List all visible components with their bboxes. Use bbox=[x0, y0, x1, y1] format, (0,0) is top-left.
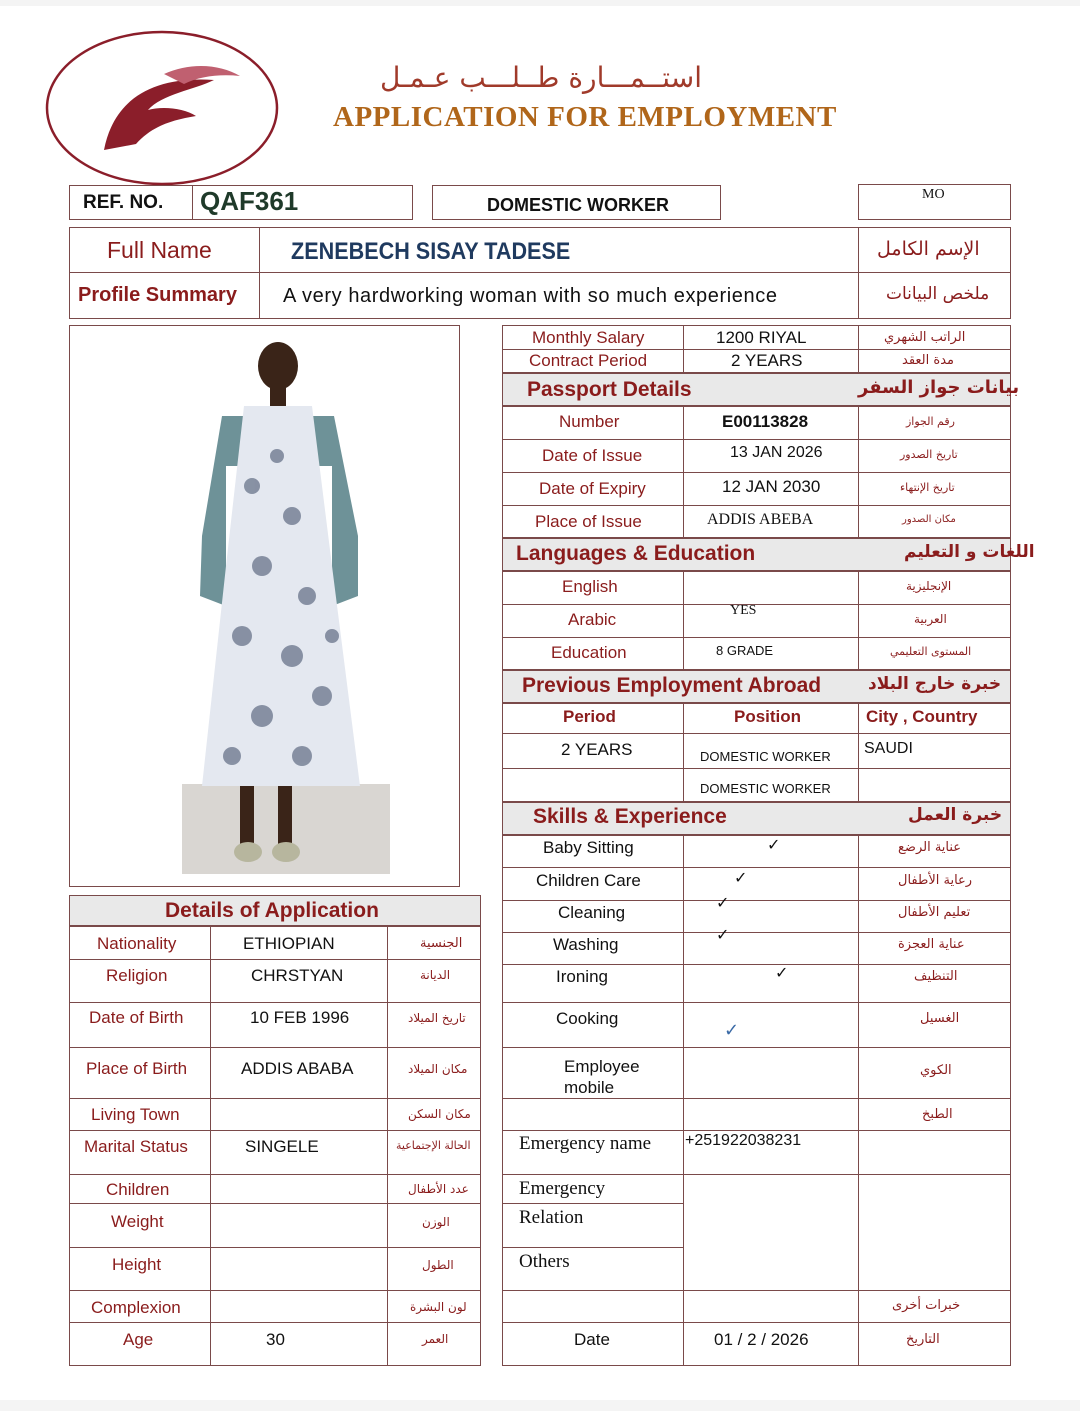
age-ar: العمر bbox=[422, 1332, 449, 1346]
previous-place-header: City , Country bbox=[866, 707, 978, 726]
skill-washing-label: Washing bbox=[553, 935, 619, 954]
passport-place-label: Place of Issue bbox=[535, 512, 642, 531]
profile-label-ar: ملخص البيانات bbox=[886, 284, 990, 304]
education-value: 8 GRADE bbox=[716, 643, 774, 658]
passport-expiry-ar: تاريخ الإنتهاء bbox=[900, 481, 955, 494]
skill-washing-check-icon: ✓ bbox=[716, 925, 730, 944]
skill-babysitting-ar: عناية الرضع bbox=[898, 840, 962, 855]
skill-childcare-label: Children Care bbox=[536, 871, 641, 890]
date-label: Date bbox=[574, 1330, 610, 1349]
others-label: Others bbox=[519, 1251, 570, 1272]
ref-value: QAF361 bbox=[200, 186, 299, 216]
full-name-value: ZENEBECH SISAY TADESE bbox=[291, 238, 571, 265]
nationality-label: Nationality bbox=[97, 934, 177, 953]
passport-place-value: ADDIS ABEBA bbox=[707, 511, 814, 528]
nationality-ar: الجنسية bbox=[420, 936, 463, 951]
applicant-photo bbox=[182, 336, 390, 874]
skill-childcare-ar: رعاية الأطفال bbox=[898, 873, 973, 888]
photo-sandal-left bbox=[234, 842, 262, 862]
photo-head bbox=[258, 342, 298, 390]
languages-title-ar: اللغات و التعليم bbox=[904, 542, 1035, 562]
passport-title: Passport Details bbox=[527, 378, 692, 401]
marital-status-label: Marital Status bbox=[84, 1137, 188, 1156]
skill-cooking-label: Cooking bbox=[556, 1009, 619, 1028]
salary-label-ar: الراتب الشهري bbox=[884, 330, 966, 345]
living-town-ar: مكان السكن bbox=[408, 1107, 471, 1121]
ref-label: REF. NO. bbox=[83, 192, 164, 213]
passport-expiry-value: 12 JAN 2030 bbox=[722, 477, 821, 496]
skills-title: Skills & Experience bbox=[533, 805, 727, 828]
application-sheet bbox=[0, 6, 1080, 1400]
photo-sandal-right bbox=[272, 842, 300, 862]
previous-row1-position: DOMESTIC WORKER bbox=[700, 749, 831, 764]
english-label: English bbox=[562, 577, 618, 596]
pob-ar: مكان الميلاد bbox=[408, 1062, 468, 1076]
passport-number-value: E00113828 bbox=[722, 412, 809, 431]
skill-babysitting-check-icon: ✓ bbox=[767, 835, 781, 854]
full-name-label: Full Name bbox=[107, 237, 212, 263]
weight-ar: الوزن bbox=[422, 1215, 450, 1229]
profile-label: Profile Summary bbox=[78, 284, 237, 306]
skill-babysitting-label: Baby Sitting bbox=[543, 838, 634, 857]
children-label: Children bbox=[106, 1180, 170, 1199]
education-ar: المستوى التعليمي bbox=[890, 645, 972, 658]
previous-row2-position: DOMESTIC WORKER bbox=[700, 781, 831, 796]
skill-childcare-check-icon: ✓ bbox=[734, 868, 748, 887]
religion-label: Religion bbox=[106, 966, 168, 985]
blank-row-ar: الطبخ bbox=[922, 1107, 953, 1122]
profile-value: A very hardworking woman with so much experience bbox=[283, 285, 778, 307]
weight-label: Weight bbox=[111, 1212, 164, 1231]
passport-number-ar: رقم الجواز bbox=[906, 415, 955, 428]
passport-place-ar: مكان الصدور bbox=[902, 514, 956, 525]
passport-expiry-label: Date of Expiry bbox=[539, 479, 646, 498]
passport-issue-label: Date of Issue bbox=[542, 446, 643, 465]
others-ar: خبرات أخرى bbox=[892, 1298, 961, 1313]
marital-status-ar: الحالة الإجتماعية bbox=[396, 1139, 471, 1152]
previous-row1-period: 2 YEARS bbox=[561, 740, 633, 759]
full-name-label-ar: الإسم الكامل bbox=[877, 238, 980, 260]
skill-cooking-ar: الغسيل bbox=[920, 1011, 960, 1026]
height-label: Height bbox=[112, 1255, 162, 1274]
date-value: 01 / 2 / 2026 bbox=[714, 1330, 809, 1349]
logo-ring bbox=[47, 32, 277, 184]
marital-status-value: SINGELE bbox=[245, 1137, 319, 1156]
height-ar: الطول bbox=[422, 1258, 454, 1272]
arabic-ar: العربية bbox=[914, 612, 947, 626]
dob-ar: تاريخ الميلاد bbox=[408, 1011, 466, 1025]
contract-label: Contract Period bbox=[529, 351, 648, 370]
english-ar: الإنجليزية bbox=[906, 579, 952, 593]
religion-ar: الديانة bbox=[420, 968, 451, 982]
previous-row1-place: SAUDI bbox=[864, 740, 913, 757]
pob-label: Place of Birth bbox=[86, 1059, 188, 1078]
living-town-label: Living Town bbox=[91, 1105, 180, 1124]
religion-value: CHRSTYAN bbox=[251, 966, 344, 985]
skill-cleaning-ar: تعليم الأطفال bbox=[898, 905, 971, 920]
skill-cleaning-check-icon: ✓ bbox=[716, 893, 730, 912]
skill-washing-ar: عناية العجزة bbox=[898, 937, 965, 952]
date-ar: التاريخ bbox=[906, 1332, 940, 1347]
title-english: APPLICATION FOR EMPLOYMENT bbox=[333, 101, 837, 133]
salary-label: Monthly Salary bbox=[532, 328, 645, 347]
previous-title-ar: خبرة خارج البلاد bbox=[868, 674, 1002, 694]
employee-mobile-label-line1: Employee bbox=[564, 1057, 640, 1076]
complexion-ar: لون البشرة bbox=[410, 1300, 467, 1314]
skill-cleaning-label: Cleaning bbox=[558, 903, 626, 922]
skills-title-ar: خبرة العمل bbox=[908, 805, 1003, 825]
passport-issue-value: 13 JAN 2026 bbox=[730, 444, 823, 461]
dob-value: 10 FEB 1996 bbox=[250, 1008, 350, 1027]
passport-title-ar: بيانات جواز السفر bbox=[858, 377, 1020, 398]
contract-value: 2 YEARS bbox=[731, 351, 803, 370]
skill-ironing-ar: التنظيف bbox=[914, 969, 958, 984]
skill-ironing-label: Ironing bbox=[556, 967, 608, 986]
previous-period-header: Period bbox=[563, 707, 616, 726]
previous-title: Previous Employment Abroad bbox=[522, 674, 822, 697]
employee-mobile-label-line2: mobile bbox=[564, 1078, 615, 1097]
mo-label: MO bbox=[922, 187, 945, 202]
age-label: Age bbox=[123, 1330, 154, 1349]
company-logo bbox=[44, 28, 280, 188]
emergency-name-label: Emergency name bbox=[519, 1133, 652, 1154]
age-value: 30 bbox=[266, 1330, 285, 1349]
arabic-label: Arabic bbox=[568, 610, 617, 629]
arabic-value: YES bbox=[730, 603, 757, 618]
emergency-phone: +251922038231 bbox=[685, 1132, 802, 1149]
dob-label: Date of Birth bbox=[89, 1008, 184, 1027]
employee-mobile-ar: الكوي bbox=[920, 1063, 952, 1078]
previous-position-header: Position bbox=[734, 707, 802, 726]
complexion-label: Complexion bbox=[91, 1298, 181, 1317]
details-title: Details of Application bbox=[165, 899, 379, 922]
pob-value: ADDIS ABABA bbox=[241, 1059, 354, 1078]
nationality-value: ETHIOPIAN bbox=[243, 934, 335, 953]
salary-value: 1200 RIYAL bbox=[716, 328, 807, 347]
skill-ironing-check-icon: ✓ bbox=[775, 963, 789, 982]
logo-f-icon bbox=[104, 80, 214, 150]
passport-issue-ar: تاريخ الصدور bbox=[900, 448, 958, 461]
passport-number-label: Number bbox=[559, 412, 620, 431]
relation-label: Relation bbox=[519, 1207, 584, 1228]
emergency-label: Emergency bbox=[519, 1178, 606, 1199]
contract-label-ar: مدة العقد bbox=[902, 353, 954, 368]
languages-title: Languages & Education bbox=[516, 542, 756, 565]
skill-cooking-check-icon: ✓ bbox=[724, 1020, 740, 1041]
title-arabic: استــمـــارة طــلـــب عـمـل bbox=[380, 61, 702, 94]
children-ar: عدد الأطفال bbox=[408, 1182, 469, 1196]
education-label: Education bbox=[551, 643, 627, 662]
position-value: DOMESTIC WORKER bbox=[487, 195, 669, 215]
